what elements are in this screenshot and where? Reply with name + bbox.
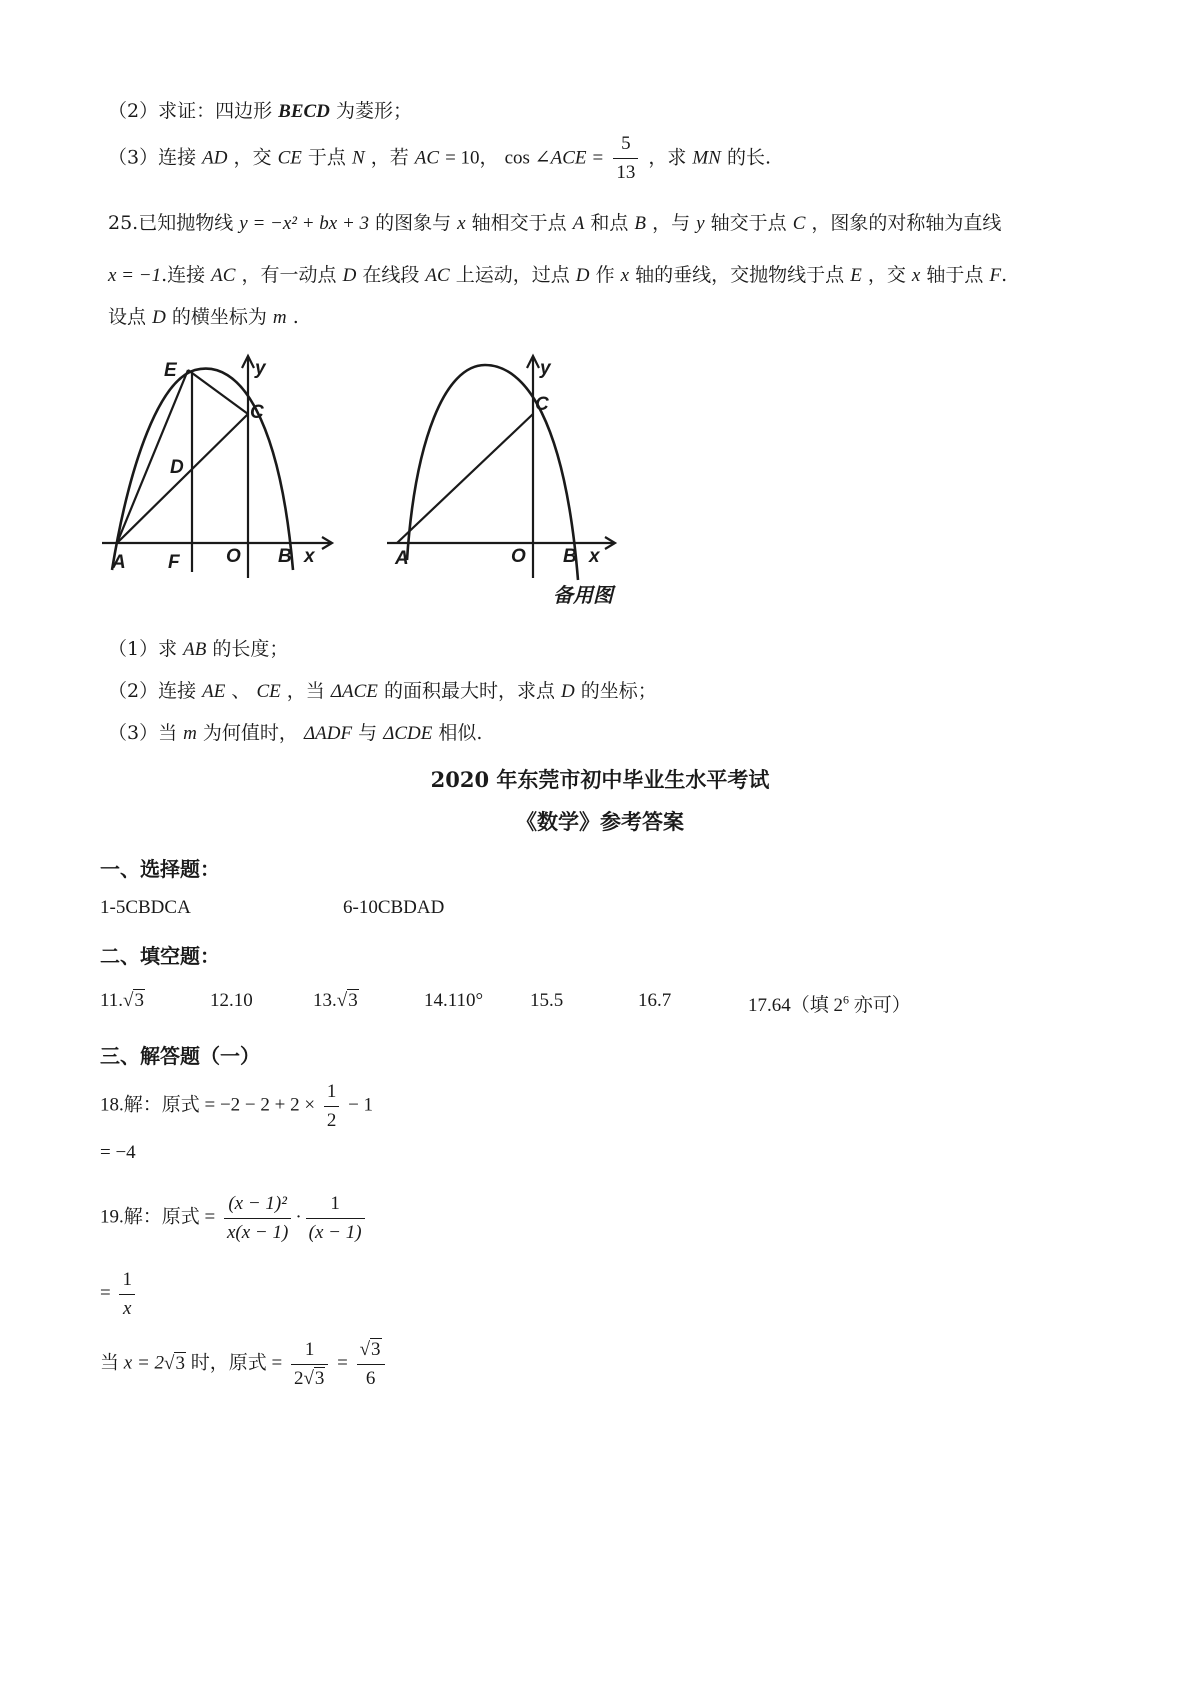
math-x: x [620, 265, 630, 286]
solution-18-line1 [100, 1080, 373, 1133]
text: 在线段 [362, 264, 420, 286]
parabola-curve [112, 369, 293, 570]
text: .连接 [161, 264, 206, 286]
frac-den: 13 [616, 161, 636, 183]
math-d: D [152, 307, 166, 328]
fraction-1-2 [324, 1080, 340, 1133]
radicand: 3 [371, 1339, 381, 1360]
text: ，求 [648, 146, 687, 169]
sqrt: √3 [359, 1339, 381, 1360]
text: ，图象的对称轴为直线 [811, 212, 1002, 234]
fraction [119, 1268, 135, 1321]
label-f: F [168, 552, 180, 573]
fill-16: 16.7 [638, 990, 672, 1011]
line-ec [188, 370, 248, 414]
text: = [100, 1282, 111, 1304]
text: 轴相交于点 [471, 212, 567, 234]
math-ace: ACE [550, 147, 587, 169]
math-parabola: y = −x² + bx + 3 [239, 213, 370, 234]
mc-answers-6-10: 6-10CBDAD [343, 897, 445, 918]
radicand: 3 [314, 1367, 325, 1389]
fill-12: 12.10 [210, 990, 253, 1011]
math-triangle: ΔADF [303, 723, 353, 744]
fraction [306, 1192, 365, 1245]
text: 轴交于点 [710, 212, 787, 234]
parabola-figure-spare [385, 340, 685, 630]
math-mn: MN [692, 147, 721, 169]
math-d: D [561, 681, 575, 702]
sqrt: √3 [164, 1352, 185, 1374]
text: 设点 [108, 306, 147, 328]
line-ac [117, 414, 248, 543]
math-triangle: ΔCDE [383, 723, 433, 744]
math-n: N [351, 147, 365, 169]
text: 的坐标； [580, 680, 657, 702]
label-b: B [278, 546, 292, 567]
text: （1）求 [108, 638, 178, 660]
solution-19-line1 [100, 1192, 369, 1245]
frac-den: x(x − 1) [226, 1221, 289, 1243]
math-a: A [572, 213, 585, 234]
fraction [224, 1192, 291, 1245]
label-a: A [395, 548, 409, 569]
text: 亦可） [849, 995, 911, 1016]
q25-sub3 [108, 718, 482, 745]
radicand: 3 [134, 990, 144, 1011]
text: 2 [293, 1367, 304, 1389]
label-e: E [164, 360, 177, 381]
text: = [592, 147, 604, 169]
text: − 1 [348, 1094, 374, 1116]
parabola-curve [407, 365, 578, 580]
math-c: C [792, 213, 806, 234]
radicand: 3 [348, 990, 358, 1011]
label-c: C [250, 402, 264, 423]
text: （3）连接 [108, 146, 197, 169]
fill-17 [748, 990, 911, 1017]
math-ac: AC [425, 265, 450, 286]
math-ce: CE [277, 147, 302, 169]
label-y: y [255, 358, 266, 379]
math-triangle: ΔACE [330, 681, 378, 702]
text: 轴的垂线，交抛物线于点 [635, 264, 845, 286]
text: （2）连接 [108, 680, 197, 702]
text: 的长度； [212, 638, 289, 660]
frac-num: 1 [291, 1338, 328, 1365]
fraction-5-13 [613, 132, 638, 185]
frac-den: (x − 1) [308, 1221, 362, 1243]
math-m: m [183, 723, 197, 744]
text: 为何值时， [202, 722, 298, 744]
math-ad: AD [202, 147, 228, 169]
math-x: x [457, 213, 466, 234]
label-x: x [304, 546, 315, 567]
text: = [337, 1352, 348, 1374]
math-ae: AE [202, 681, 226, 702]
math-m: m [272, 307, 287, 328]
text: = 10， [445, 147, 499, 169]
math-y: y [696, 213, 705, 234]
frac-num: 5 [613, 132, 638, 159]
math-axis: x = −1 [108, 265, 162, 286]
q24-p2-var: BECD [278, 101, 330, 122]
label-c: C [535, 394, 549, 415]
section-multiple-choice: 一、选择题： [100, 857, 220, 881]
radicand: 3 [175, 1352, 185, 1374]
fraction [357, 1338, 385, 1391]
text: 相似. [438, 722, 483, 744]
text: 和点 [590, 212, 629, 234]
solution-19-line3 [100, 1338, 389, 1391]
q25-sub2 [108, 676, 657, 703]
frac-num: 1 [119, 1268, 135, 1295]
text: ，若 [370, 146, 409, 169]
text: . [292, 306, 299, 328]
sqrt: √3 [123, 990, 144, 1011]
q25-sub1 [108, 634, 288, 661]
answers-subtitle: 《数学》参考答案 [516, 809, 684, 834]
frac-den [291, 1365, 328, 1391]
label-y: y [540, 358, 551, 379]
text: 、 [231, 680, 251, 702]
math-cos: cos ∠ [504, 147, 551, 169]
text: 17.64（填 2 [748, 995, 844, 1016]
label-o: O [226, 546, 241, 567]
math-x: x = 2 [123, 1352, 165, 1374]
math-x: x [911, 265, 921, 286]
text: 作 [595, 264, 615, 286]
fill-11 [100, 990, 145, 1012]
text: 11. [100, 990, 124, 1011]
text: 上运动，过点 [455, 264, 570, 286]
label-x: x [589, 546, 600, 567]
fraction [291, 1338, 328, 1391]
text: ，有一动点 [241, 264, 337, 286]
text: 25.已知抛物线 [108, 212, 234, 234]
text: · [295, 1206, 302, 1228]
frac-den: x [123, 1297, 132, 1319]
text: . [1001, 264, 1008, 286]
text: 的横坐标为 [171, 306, 267, 328]
text: ，交 [233, 146, 272, 169]
q25-line1 [108, 208, 1001, 235]
q24-part3 [108, 132, 771, 185]
sqrt: √3 [303, 1367, 325, 1389]
fill-13 [313, 990, 359, 1012]
fill-15: 15.5 [530, 990, 564, 1011]
math-d: D [342, 265, 357, 286]
math-ce: CE [256, 681, 281, 702]
math-f: F [989, 265, 1002, 286]
math-ab: AB [183, 639, 207, 660]
frac-den: 2 [326, 1109, 337, 1131]
section-fill-in: 二、填空题： [100, 944, 220, 968]
figure-caption: 备用图 [553, 585, 613, 607]
q25-line2 [108, 260, 1007, 287]
section-solutions: 三、解答题（一） [100, 1044, 260, 1068]
q24-p2-text: （2）求证：四边形 [108, 100, 273, 122]
q24-part2 [108, 96, 412, 123]
frac-num: 1 [324, 1080, 340, 1107]
text: 的图象与 [375, 212, 452, 234]
text: 19.解：原式 = [100, 1206, 216, 1228]
sqrt: √3 [336, 990, 358, 1011]
frac-num: 1 [306, 1192, 365, 1219]
text: 轴于点 [926, 264, 984, 286]
text: （3）当 [108, 722, 178, 744]
math-b: B [634, 213, 647, 234]
text: 的长. [726, 146, 772, 169]
solution-18-line2: = −4 [100, 1142, 136, 1163]
frac-num [357, 1338, 385, 1365]
text: ，与 [652, 212, 691, 234]
text: 13. [313, 990, 337, 1011]
math-e: E [850, 265, 862, 286]
q25-line3 [108, 302, 299, 329]
text: 18.解：原式 = −2 − 2 + 2 × [100, 1094, 316, 1116]
text: 于点 [307, 146, 346, 169]
parabola-figure-main [100, 340, 360, 630]
q24-p2-end: 为菱形； [335, 100, 412, 122]
answers-title: 2020 年东莞市初中毕业生水平考试 [430, 767, 770, 792]
label-d: D [170, 457, 184, 478]
label-a: A [112, 552, 126, 573]
exponent: 6 [843, 992, 850, 1007]
text: ，交 [867, 264, 906, 286]
math-ac: AC [211, 265, 236, 286]
frac-num: (x − 1)² [224, 1192, 291, 1219]
math-d: D [575, 265, 590, 286]
mc-answers-1-5: 1-5CBDCA [100, 897, 191, 918]
text: 当 [100, 1352, 120, 1374]
solution-19-line2 [100, 1268, 139, 1321]
math-ac: AC [414, 147, 440, 169]
fill-14: 14.110° [424, 990, 484, 1011]
label-o: O [511, 546, 526, 567]
text: 时，原式 = [190, 1352, 283, 1374]
text: ，当 [286, 680, 325, 702]
frac-den: 6 [365, 1367, 376, 1389]
label-b: B [563, 546, 577, 567]
text: 与 [358, 722, 378, 744]
text: 的面积最大时，求点 [383, 680, 555, 702]
